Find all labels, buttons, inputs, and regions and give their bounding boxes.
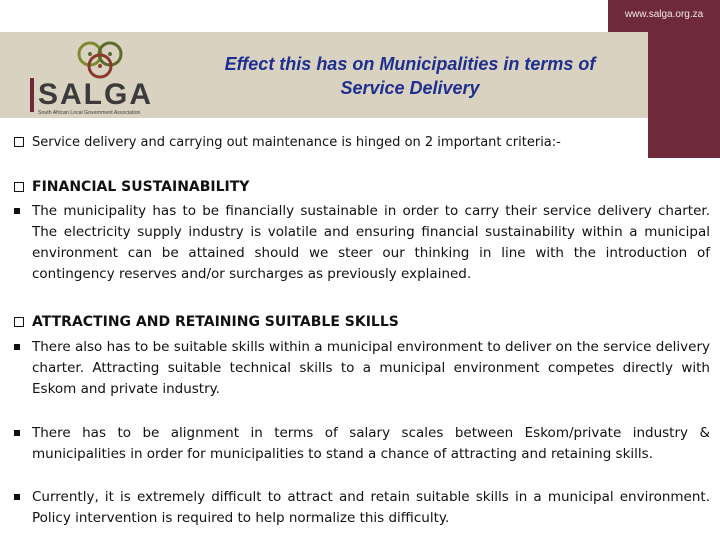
financial-paragraph: The municipality has to be financially sustainable in order to carry their service delivery charter. The electricity supply industry is volatile and ensuring financial sustainability within a municipal environment can be attained should we steer our thinking in line with the introduction of contingency reserves and/or surcharges as previously explained. [32, 203, 710, 282]
intro-line [14, 135, 561, 150]
checkbox-bullet-icon [14, 317, 24, 327]
section-heading-skills [14, 314, 399, 330]
title-line-2: Service Delivery [340, 78, 480, 98]
salga-logo [24, 36, 184, 116]
logo-subtext: South African Local Government Association [38, 110, 141, 116]
skills-paragraph-1: There also has to be suitable skills within a municipal environment to deliver on the service delivery charter. Attracting suitable technical skills to a municipal environment competes directly with Eskom and private industry. [32, 339, 710, 397]
section2-heading-text: ATTRACTING AND RETAINING SUITABLE SKILLS [32, 314, 399, 330]
checkbox-bullet-icon [14, 137, 24, 147]
section1-heading-text: FINANCIAL SUSTAINABILITY [32, 179, 250, 195]
skills-paragraph-3: Currently, it is extremely difficult to attract and retain suitable skills in a municipal environment. Policy intervention is required to help normalize this difficulty. [32, 489, 710, 526]
logo-emblem-icon [79, 43, 121, 77]
logo-wordmark: SALGA [38, 78, 153, 111]
url-box [608, 0, 720, 32]
section-heading-financial [14, 179, 249, 195]
skills-paragraph-2: There has to be alignment in terms of salary scales between Eskom/private industry & municipalities in order for municipalities to stand a chance of attracting and retaining skills. [32, 425, 710, 462]
checkbox-bullet-icon [14, 182, 24, 192]
square-bullet-icon [14, 208, 20, 214]
logo-bar-icon [30, 78, 34, 112]
right-accent-bar [648, 32, 720, 158]
intro-text: Service delivery and carrying out maintenance is hinged on 2 important criteria:- [32, 135, 561, 150]
title-line-1: Effect this has on Municipalities in terms of [224, 54, 596, 74]
square-bullet-icon [14, 430, 20, 436]
page-title [180, 52, 640, 100]
square-bullet-icon [14, 494, 20, 500]
website-url: www.salga.org.za [624, 9, 704, 20]
square-bullet-icon [14, 344, 20, 350]
